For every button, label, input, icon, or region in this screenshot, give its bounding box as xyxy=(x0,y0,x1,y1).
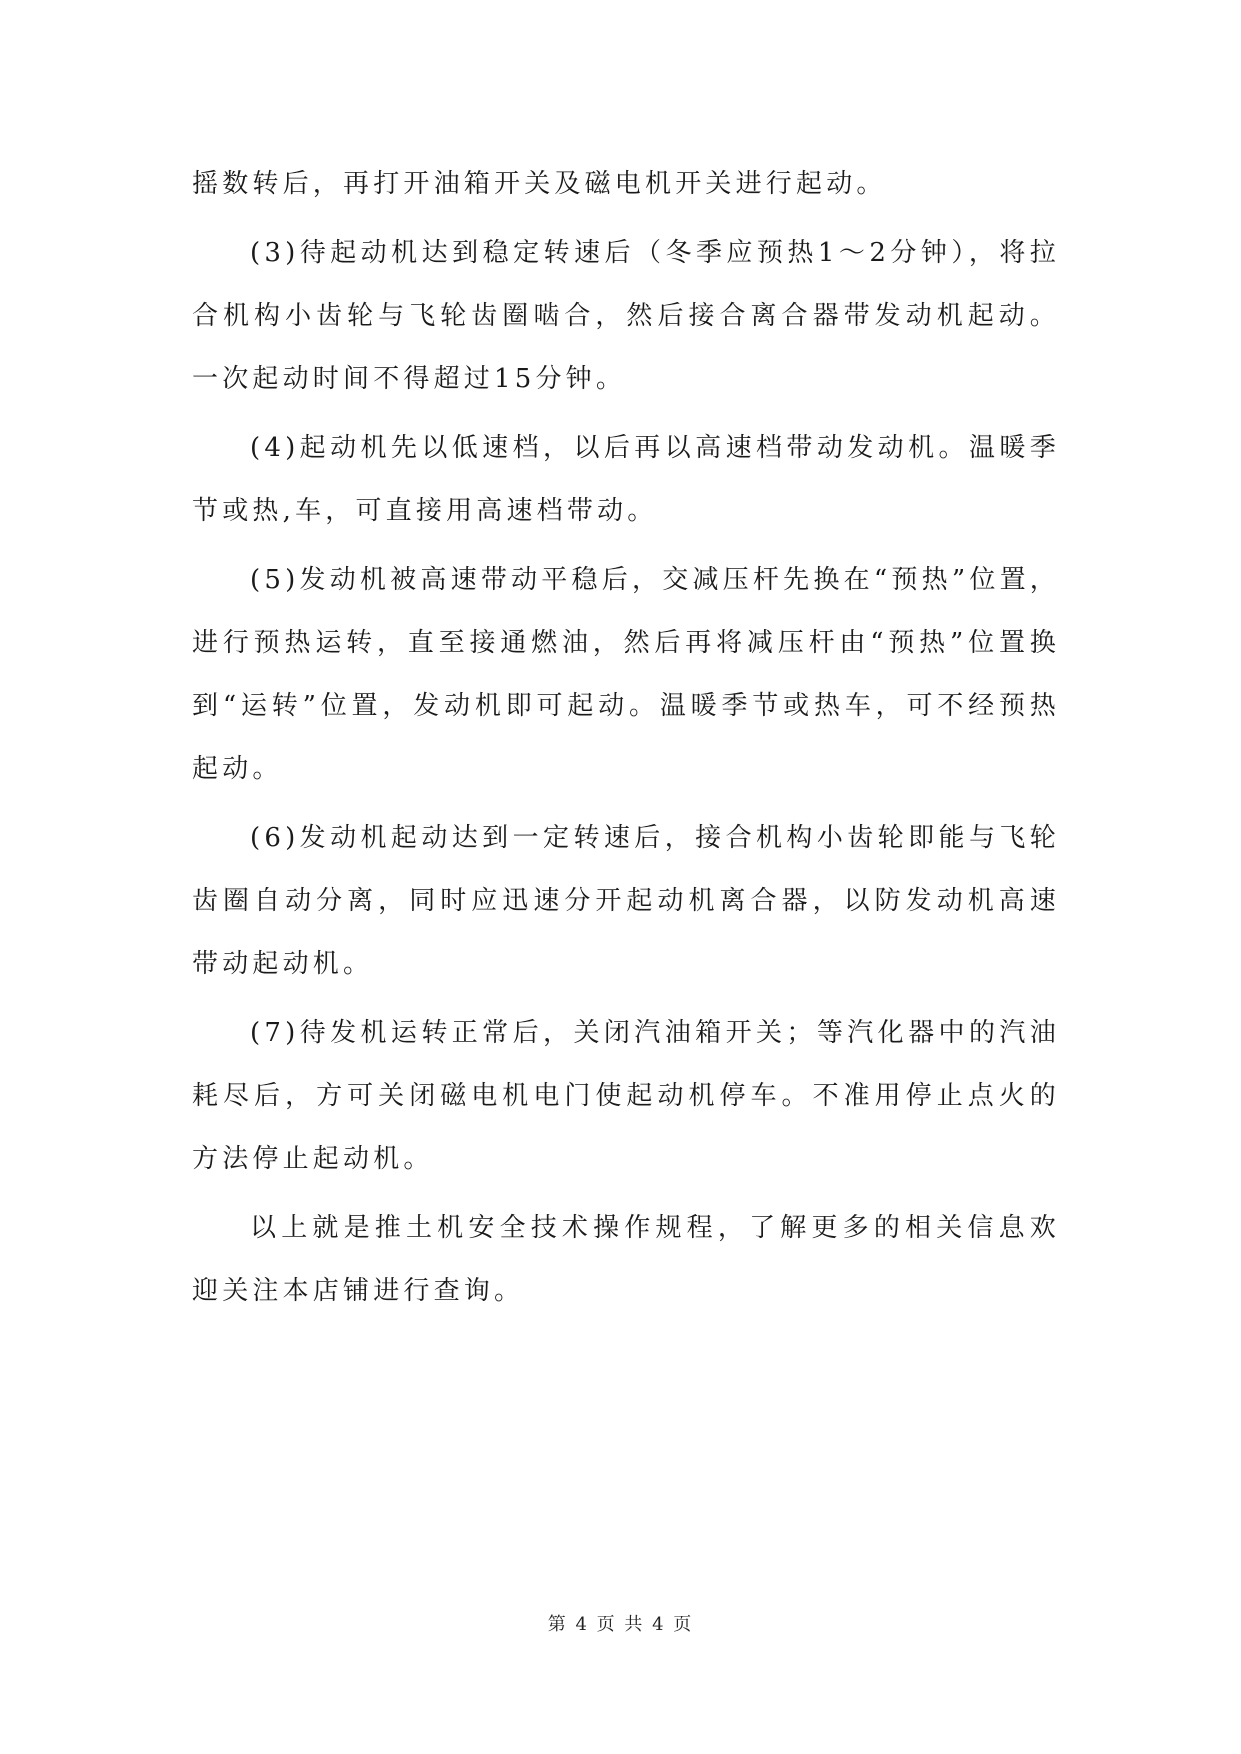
paragraph-step-3: (3)待起动机达到稳定转速后（冬季应预热1～2分钟），将拉合机构小齿轮与飞轮齿圈啮合，然后接合离合器带发动机起动。一次起动时间不得超过15分钟。 xyxy=(192,238,1060,394)
page-footer xyxy=(0,1610,1241,1636)
document-body xyxy=(192,153,1060,1329)
paragraph-step-5: (5)发动机被高速带动平稳后，交减压杆先换在“预热”位置，进行预热运转，直至接通燃油，然后再将减压杆由“预热”位置换到“运转”位置，发动机即可起动。温暖季节或热车，可不经预热起动。 xyxy=(192,565,1060,784)
paragraph-conclusion: 以上就是推土机安全技术操作规程，了解更多的相关信息欢迎关注本店铺进行查询。 xyxy=(192,1213,1060,1306)
paragraph-step-7: (7)待发机运转正常后，关闭汽油箱开关；等汽化器中的汽油耗尽后，方可关闭磁电机电门使起动机停车。不准用停止点火的方法停止起动机。 xyxy=(192,1018,1060,1174)
paragraph-step-6: (6)发动机起动达到一定转速后，接合机构小齿轮即能与飞轮齿圈自动分离，同时应迅速分开起动机离合器，以防发动机高速带动起动机。 xyxy=(192,823,1060,979)
page-number-label: 第 4 页 共 4 页 xyxy=(547,1614,694,1635)
paragraph-continuation: 摇数转后，再打开油箱开关及磁电机开关进行起动。 xyxy=(192,169,887,199)
paragraph-step-4: (4)起动机先以低速档，以后再以高速档带动发动机。温暖季节或热,车，可直接用高速档带动。 xyxy=(192,433,1060,526)
